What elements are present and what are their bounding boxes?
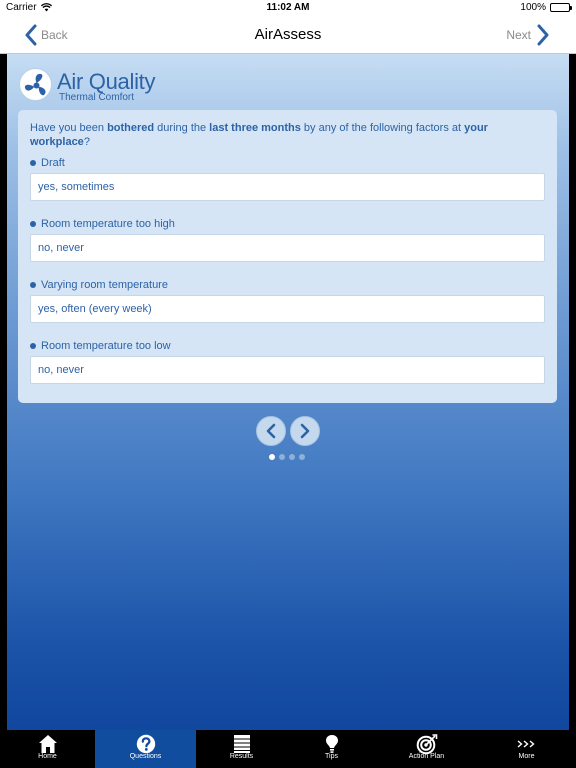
home-icon <box>37 734 59 754</box>
status-bar <box>0 0 576 16</box>
chevron-right-icon <box>299 423 311 439</box>
chevron-left-icon <box>265 423 277 439</box>
battery-info <box>520 2 570 13</box>
tab-questions[interactable] <box>95 730 196 768</box>
tab-label: Results <box>229 753 254 760</box>
battery-percent: 100% <box>520 2 546 13</box>
answer-field-draft[interactable]: yes, sometimes <box>30 173 545 201</box>
tab-label: More <box>518 753 535 760</box>
factor-label-temp-high: Room temperature too high <box>30 218 175 230</box>
previous-page-button[interactable] <box>256 416 286 446</box>
tab-results[interactable] <box>196 730 287 768</box>
bullet-icon <box>30 160 36 166</box>
bullet-icon <box>30 282 36 288</box>
back-label: Back <box>41 28 68 42</box>
page-dot <box>279 454 285 460</box>
page-dot <box>289 454 295 460</box>
tips-icon <box>321 734 343 754</box>
tab-home[interactable] <box>0 730 95 768</box>
question-icon <box>135 734 157 754</box>
page-dot <box>299 454 305 460</box>
section-title: Air Quality <box>57 69 156 94</box>
tab-label: Action Plan <box>408 753 445 760</box>
section-header <box>19 68 319 104</box>
tab-label: Questions <box>129 753 162 760</box>
bullet-icon <box>30 343 36 349</box>
more-icon <box>516 734 538 754</box>
next-page-button[interactable] <box>290 416 320 446</box>
section-subtitle: Thermal Comfort <box>59 92 135 103</box>
tab-tips[interactable] <box>287 730 376 768</box>
battery-icon <box>550 3 570 12</box>
question-card <box>18 110 557 403</box>
answer-field-temp-low[interactable]: no, never <box>30 356 545 384</box>
main-content <box>7 54 569 730</box>
answer-field-temp-high[interactable]: no, never <box>30 234 545 262</box>
answer-field-temp-varying[interactable]: yes, often (every week) <box>30 295 545 323</box>
next-button[interactable] <box>506 22 550 48</box>
factor-label-temp-varying: Varying room temperature <box>30 279 168 291</box>
chevron-right-icon <box>537 24 550 46</box>
target-icon <box>416 734 438 754</box>
next-label: Next <box>506 28 531 42</box>
tab-action-plan[interactable] <box>376 730 477 768</box>
factor-label-temp-low: Room temperature too low <box>30 340 171 352</box>
question-text: Have you been bothered during the last three months by any of the following factors at your workplace? <box>30 122 488 148</box>
page-indicator <box>269 454 305 460</box>
page-title: AirAssess <box>254 26 322 43</box>
tab-more[interactable] <box>477 730 576 768</box>
carrier-label: Carrier <box>6 2 37 13</box>
results-icon <box>231 734 253 754</box>
tab-bar <box>0 730 576 768</box>
status-time: 11:02 AM <box>266 2 310 13</box>
bullet-icon <box>30 221 36 227</box>
tab-label: Home <box>38 753 57 760</box>
navigation-bar <box>0 16 576 54</box>
factor-label-draft: Draft <box>30 157 65 169</box>
page-dot <box>269 454 275 460</box>
fan-icon <box>19 68 52 101</box>
tab-label: Tips <box>325 753 338 760</box>
